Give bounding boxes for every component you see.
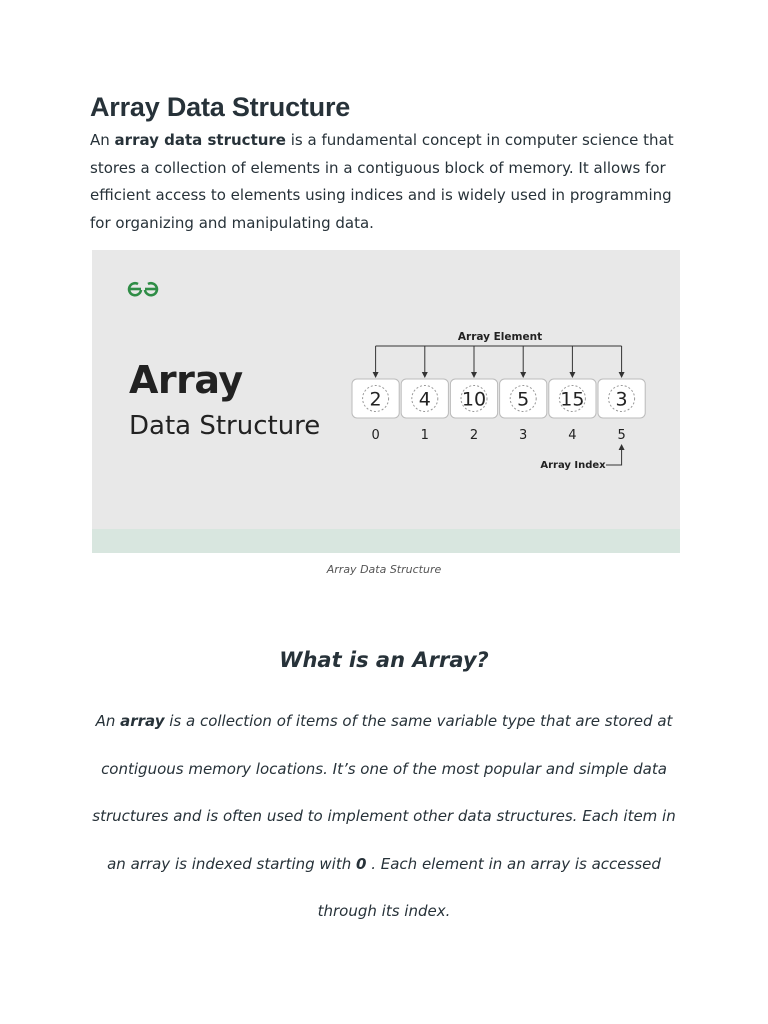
array-arrow-head — [373, 372, 379, 378]
intro-bold-term: array data structure — [114, 131, 286, 149]
array-arrow-head — [569, 372, 575, 378]
array-arrow-head — [619, 372, 625, 378]
array-index-value: 5 — [617, 428, 626, 443]
figure-subtitle: Data Structure — [129, 411, 321, 441]
figure-caption: Array Data Structure — [326, 563, 442, 576]
array-index-value: 4 — [568, 428, 577, 443]
intro-prefix: An — [90, 131, 115, 149]
desc-bold-array: array — [120, 712, 165, 730]
array-index-pointer — [606, 448, 622, 465]
intro-paragraph — [90, 127, 680, 237]
desc-end: . Each element in an array is accessed through its index. — [317, 854, 661, 920]
array-cells — [352, 346, 645, 465]
section-heading: What is an Array? — [279, 648, 489, 672]
array-index-value: 3 — [519, 428, 528, 443]
array-element-value: 15 — [560, 388, 585, 411]
intro-rest: is a fundamental concept in computer science that stores a collection of elements in a contiguous block of memory. It allows for efficient access to elements using indices and is widely used in programming for organizing and manipulating data. — [90, 131, 674, 232]
array-element-value: 3 — [615, 388, 628, 411]
desc-prefix: An — [95, 712, 121, 730]
array-index-value: 1 — [420, 428, 429, 443]
figure-big-title: Array — [129, 358, 243, 402]
array-element-value: 4 — [418, 388, 431, 411]
array-element-label: Array Element — [457, 331, 543, 343]
array-diagram — [92, 250, 680, 530]
page-title: Array Data Structure — [90, 92, 351, 122]
array-index-pointer-head — [619, 444, 625, 450]
desc-middle: is a collection of items of the same variable type that are stored at contiguous memory locations. It’s one of the most popular and simple data structures and is often used to implement other data structures. Each item in an array is indexed starting with — [92, 712, 676, 873]
array-arrow-head — [471, 372, 477, 378]
array-element-value: 2 — [369, 388, 382, 411]
array-index-label: Array Index — [540, 460, 606, 471]
figure-bottom-band — [92, 529, 680, 553]
desc-bold-zero: 0 — [356, 854, 367, 873]
array-element-value: 10 — [461, 388, 487, 411]
array-index-value: 2 — [469, 428, 479, 443]
section-paragraph — [84, 698, 684, 936]
array-element-value: 5 — [517, 388, 530, 411]
array-arrow-head — [520, 372, 526, 378]
array-figure — [92, 250, 680, 553]
array-index-value: 0 — [371, 428, 380, 443]
array-arrow-head — [422, 372, 428, 378]
